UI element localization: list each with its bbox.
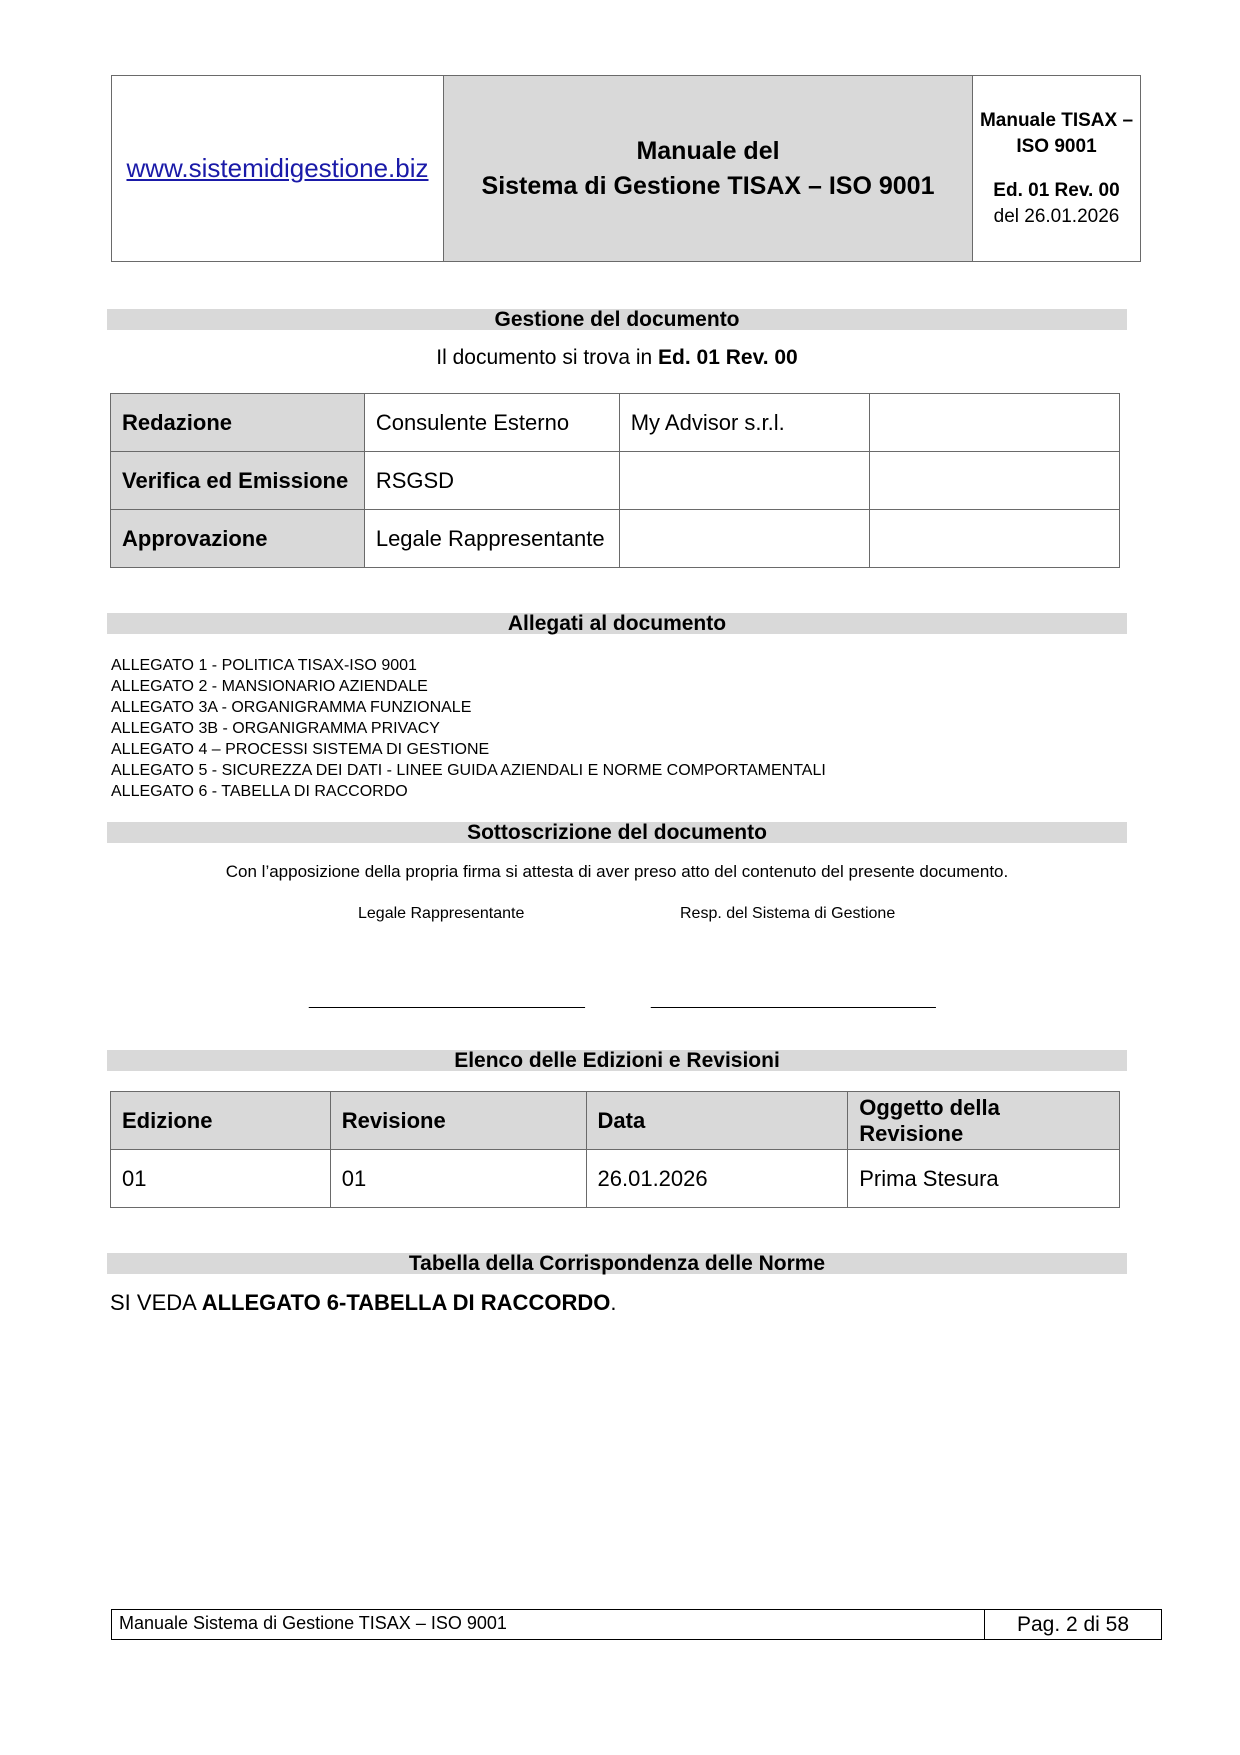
signature-line-responsabile: ________________________________	[651, 992, 936, 1009]
allegato-item: ALLEGATO 2 - MANSIONARIO AZIENDALE	[111, 678, 428, 695]
allegato-item: ALLEGATO 1 - POLITICA TISAX-ISO 9001	[111, 657, 417, 674]
signer-label-responsabile: Resp. del Sistema di Gestione	[680, 905, 896, 922]
corrispondenza-text	[110, 1290, 616, 1316]
table-cell	[870, 452, 1120, 510]
signature-statement: Con l’apposizione della propria firma si attesta di aver preso atto del contenuto del presente documento.	[225, 862, 1009, 881]
document-status-value: Ed. 01 Rev. 00	[658, 346, 798, 369]
allegato-item: ALLEGATO 3A - ORGANIGRAMMA FUNZIONALE	[111, 699, 472, 716]
table-row	[111, 1150, 1120, 1208]
table-cell: RSGSD	[364, 452, 619, 510]
header-title-cell	[444, 76, 973, 261]
header-manual-line2: ISO 9001	[1016, 135, 1097, 157]
allegato-item: ALLEGATO 5 - SICUREZZA DEI DATI - LINEE GUIDA AZIENDALI E NORME COMPORTAMENTALI	[111, 762, 826, 779]
section-banner-corrispondenza: Tabella della Corrispondenza delle Norme	[107, 1253, 1127, 1274]
allegato-item: ALLEGATO 6 - TABELLA DI RACCORDO	[111, 783, 408, 800]
allegato-item: ALLEGATO 3B - ORGANIGRAMMA PRIVACY	[111, 720, 440, 737]
column-header: Data	[586, 1092, 848, 1150]
section-banner-gestione: Gestione del documento	[107, 309, 1127, 330]
row-label: Approvazione	[111, 510, 365, 568]
revisioni-table	[110, 1091, 1120, 1208]
column-header: Revisione	[330, 1092, 586, 1150]
signature-line-legale: _______________________________	[309, 992, 585, 1009]
document-status	[0, 346, 1234, 370]
corrispondenza-suffix: .	[610, 1290, 617, 1315]
section-banner-sottoscrizione: Sottoscrizione del documento	[107, 822, 1127, 843]
table-cell	[870, 394, 1120, 452]
table-cell	[870, 510, 1120, 568]
header-edition: Ed. 01 Rev. 00	[993, 179, 1120, 201]
allegato-item: ALLEGATO 4 – PROCESSI SISTEMA DI GESTIONE	[111, 741, 490, 758]
table-cell	[619, 510, 870, 568]
table-cell: Consulente Esterno	[364, 394, 619, 452]
section-banner-allegati: Allegati al documento	[107, 613, 1127, 634]
column-header: Oggetto della Revisione	[848, 1092, 1120, 1150]
table-header-row	[111, 1092, 1120, 1150]
table-cell: 26.01.2026	[586, 1150, 848, 1208]
table-cell: 01	[111, 1150, 331, 1208]
section-banner-edizioni: Elenco delle Edizioni e Revisioni	[107, 1050, 1127, 1071]
allegati-list	[111, 655, 826, 802]
gestione-table	[110, 393, 1120, 568]
row-label: Redazione	[111, 394, 365, 452]
table-row	[111, 452, 1120, 510]
document-status-prefix: Il documento si trova in	[436, 346, 659, 369]
header-title-line1: Manuale del	[636, 136, 780, 165]
page-footer	[111, 1609, 1162, 1640]
header-website-cell	[112, 76, 444, 261]
header-date: del 26.01.2026	[993, 205, 1120, 227]
table-row	[111, 510, 1120, 568]
table-cell: Legale Rappresentante	[364, 510, 619, 568]
row-label: Verifica ed Emissione	[111, 452, 365, 510]
corrispondenza-prefix: SI VEDA	[110, 1290, 202, 1315]
header-title-line2: Sistema di Gestione TISAX – ISO 9001	[481, 171, 935, 200]
table-cell: Prima Stesura	[848, 1150, 1120, 1208]
footer-page-number: Pag. 2 di 58	[1016, 1613, 1130, 1636]
table-row	[111, 394, 1120, 452]
website-link[interactable]: www.sistemidigestione.biz	[126, 153, 429, 183]
corrispondenza-reference: ALLEGATO 6-TABELLA DI RACCORDO	[201, 1290, 611, 1315]
table-cell: 01	[330, 1150, 586, 1208]
footer-manual-title: Manuale Sistema di Gestione TISAX – ISO 9001	[112, 1610, 985, 1639]
document-header	[111, 75, 1141, 262]
table-cell	[619, 452, 870, 510]
header-info-cell	[973, 76, 1140, 261]
table-cell: My Advisor s.r.l.	[619, 394, 870, 452]
header-manual-line1: Manuale TISAX –	[979, 109, 1134, 131]
column-header: Edizione	[111, 1092, 331, 1150]
signer-label-legale: Legale Rappresentante	[358, 905, 525, 922]
